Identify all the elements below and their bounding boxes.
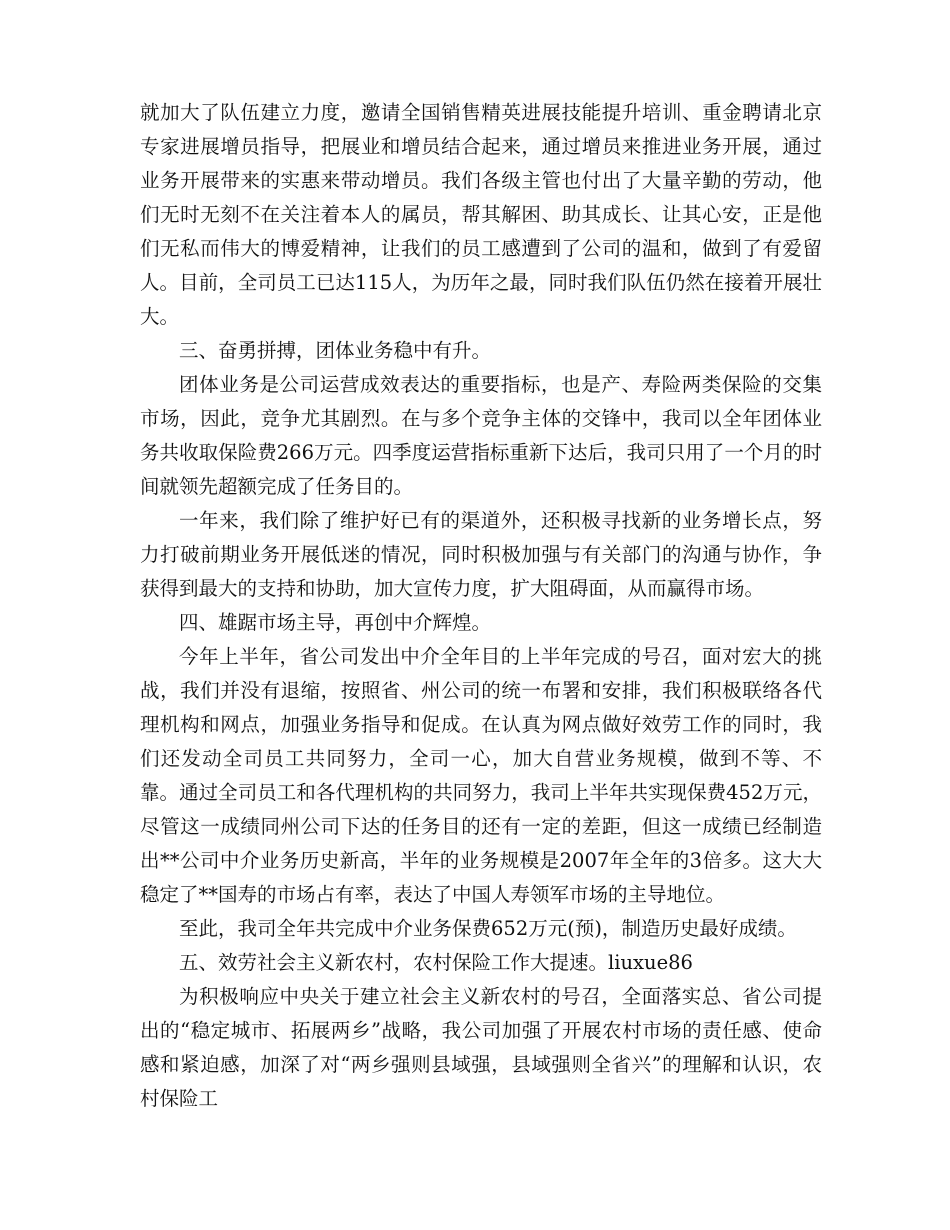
section-heading-4: 四、雄踞市场主导，再创中介辉煌。 [179, 611, 492, 634]
paragraph-team-building: 就加大了队伍建立力度，邀请全国销售精英进展技能提升培训、重金聘请北京专家进展增员指导，把展业和增员结合起来，通过增员来推进业务开展，通过业务开展带来的实惠来带动增员。我们各级主管也付出了大量辛勤的劳动，他们无时无刻不在关注着本人的属员，帮其解困、助其成长、让其心安，正是他们无私而伟大的博爱精神，让我们的员工感遭到了公司的温和，做到了有爱留人。目前，全司员工已达115人，为历年之最，同时我们队伍仍然在接着开展壮大。 [140, 101, 822, 328]
paragraph-intermediary-business: 今年上半年，省公司发出中介全年目的上半年完成的号召，面对宏大的挑战，我们并没有退缩，按照省、州公司的统一布署和安排，我们积极联络各代理机构和网点，加强业务指导和促成。在认真为网点做好效劳工作的同时，我们还发动全司员工共同努力，全司一心，加大自营业务规模，做到不等、不靠。通过全司员工和各代理机构的共同努力，我司上半年共实现保费452万元，尽管这一成绩同州公司下达的任务目的还有一定的差距，但这一成绩已经制造出**公司中介业务历史新高，半年的业务规模是2007年全年的3倍多。这大大稳定了**国寿的市场占有率，表达了中国人寿领军市场的主导地位。 [140, 645, 822, 906]
document-body [140, 96, 822, 1116]
section-heading-5: 五、效劳社会主义新农村，农村保险工作大提速。liuxue86 [179, 951, 693, 974]
paragraph-rural-insurance: 为积极响应中央关于建立社会主义新农村的号召，全面落实总、省公司提出的“稳定城市、拓展两乡”战略，我公司加强了开展农村市场的责任感、使命感和紧迫感，加深了对“两乡强则县域强，县域强则全省兴”的理解和认识，农村保险工 [140, 985, 822, 1110]
section-heading-3: 三、奋勇拼搏，团体业务稳中有升。 [179, 339, 492, 362]
paragraph-channel-growth: 一年来，我们除了维护好已有的渠道外，还积极寻找新的业务增长点，努力打破前期业务开展低迷的情况，同时积极加强与有关部门的沟通与协作，争获得到最大的支持和协助，加大宣传力度，扩大阻碍面，从而赢得市场。 [140, 509, 822, 600]
paragraph-annual-result: 至此，我司全年共完成中介业务保费652万元(预)，制造历史最好成绩。 [179, 917, 797, 940]
paragraph-group-business: 团体业务是公司运营成效表达的重要指标，也是产、寿险两类保险的交集市场，因此，竞争尤其剧烈。在与多个竞争主体的交锋中，我司以全年团体业务共收取保险费266万元。四季度运营指标重新下达后，我司只用了一个月的时间就领先超额完成了任务目的。 [140, 373, 822, 498]
